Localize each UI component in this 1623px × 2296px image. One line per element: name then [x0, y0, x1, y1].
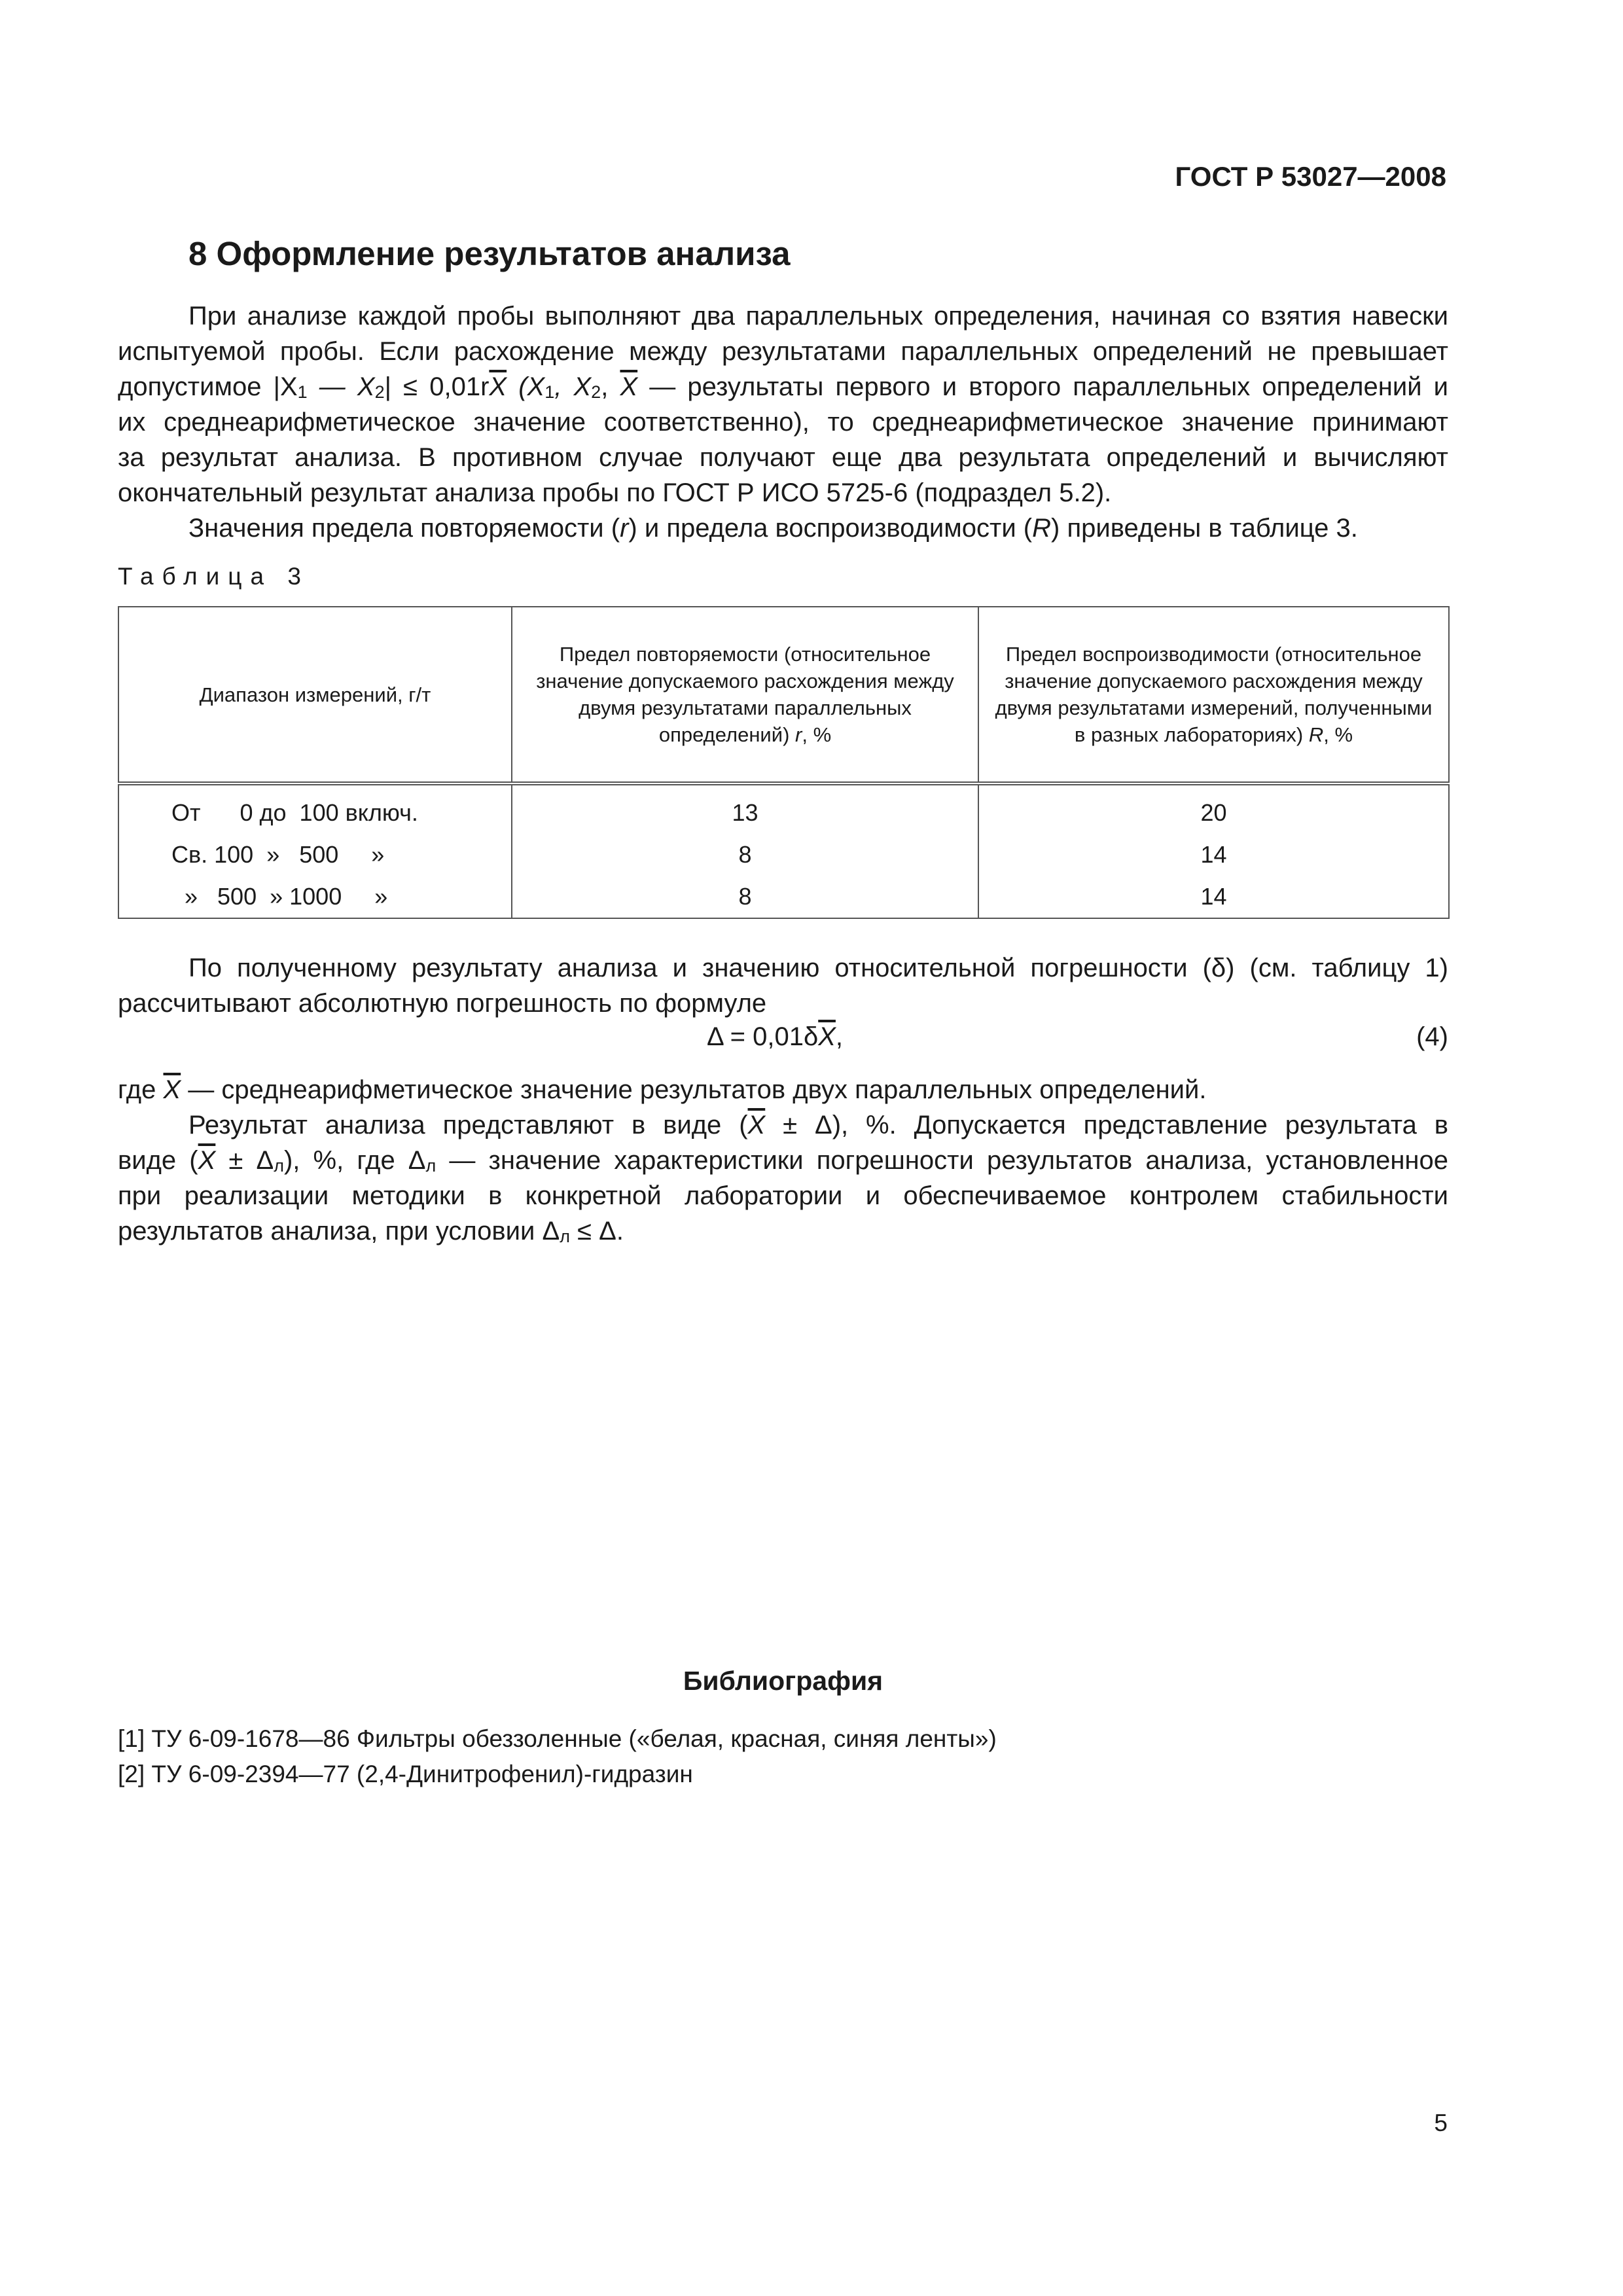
page-number: 5	[1434, 2109, 1448, 2136]
p1-line-3: допустимое $|X_1$ — $X_2| \le 0,01r\overline{X}$ ($X_1$, $X_2$, $\overline{X}$ — результаты первого и второго параллельных определений и	[118, 372, 1449, 402]
cell-R: 14	[978, 876, 1449, 918]
p1-line-1: При анализе каждой пробы выполняют два параллельных определения, начиная со взятия навески	[188, 302, 1448, 331]
cell-r: 8	[512, 876, 978, 918]
p5-line-4: результатов анализа, при условии $\Delta_л \le \Delta$.	[118, 1217, 624, 1246]
bibliography-item: [2] ТУ 6-09-2394—77 (2,4-Динитрофенил)-гидразин	[118, 1761, 693, 1787]
table-row	[118, 834, 1449, 876]
cell-R: 20	[978, 783, 1449, 834]
table-row	[118, 783, 1449, 834]
cell-range: Св. 100 » 500 »	[118, 834, 512, 876]
formula-expression: $\Delta = 0,01\delta\overline{X}$,	[707, 1022, 844, 1051]
p5-line-3: при реализации методики в конкретной лаборатории и обеспечиваемое контролем стабильности	[118, 1181, 1448, 1210]
header-reproducibility: Предел воспроизводимости (относительное значение допускаемого расхождения между двумя результатами измерений, полученными в разных лабораториях) R, %	[978, 607, 1449, 783]
cell-R: 14	[978, 834, 1449, 876]
paragraph-result-presentation	[118, 1107, 1448, 1249]
p1-line-4: их среднеарифметическое значение соответственно), то среднеарифметическое значение принимают	[118, 408, 1448, 437]
formula-number: (4)	[1416, 1022, 1448, 1051]
p5-line-2: виде $(\overline{X} \pm \Delta_л)$, %, где $\Delta_л$ — значение характеристики погрешности результатов анализа, установленное	[118, 1146, 1449, 1175]
p3-line-2: рассчитывают абсолютную погрешность по формуле	[118, 989, 767, 1018]
paragraph-where	[118, 1072, 1448, 1107]
bibliography-title: Библиография	[683, 1666, 883, 1696]
table-caption: Таблица 3	[118, 563, 310, 590]
p1-line-2: испытуемой пробы. Если расхождение между результатами параллельных определений не превышает	[118, 337, 1448, 366]
bibliography-list	[118, 1721, 997, 1792]
p3-line-1: По полученному результату анализа и значению относительной погрешности (δ) (см. таблицу 1)	[188, 954, 1448, 982]
cell-r: 8	[512, 834, 978, 876]
header-range: Диапазон измерений, г/т	[118, 607, 512, 783]
cell-range: » 500 » 1000 »	[118, 876, 512, 918]
paragraph-procedure	[118, 298, 1448, 546]
paragraph-absolute-error	[118, 950, 1448, 1021]
table-header-row	[118, 607, 1449, 783]
precision-table	[118, 606, 1450, 919]
p2-limits-reference: Значения предела повторяемости (r) и предела воспроизводимости (R) приведены в таблице 3.	[188, 514, 1358, 543]
cell-r: 13	[512, 783, 978, 834]
p4-line: где $\overline{X}$ — среднеарифметическое значение результатов двух параллельных определений.	[118, 1075, 1207, 1104]
bibliography-item: [1] ТУ 6-09-1678—86 Фильтры обеззоленные («белая, красная, синяя ленты»)	[118, 1725, 997, 1752]
table-row	[118, 876, 1449, 918]
formula-4	[118, 1022, 1448, 1058]
section-title: 8 Оформление результатов анализа	[188, 235, 791, 272]
p1-line-6: окончательный результат анализа пробы по ГОСТ Р ИСО 5725-6 (подраздел 5.2).	[118, 478, 1112, 507]
p5-line-1: Результат анализа представляют в виде $(\overline{X} \pm \Delta)$, %. Допускается представление результата в	[188, 1111, 1448, 1139]
p1-line-5: за результат анализа. В противном случае получают еще два результата определений и вычисляют	[118, 443, 1448, 472]
cell-range: От 0 до 100 включ.	[118, 783, 512, 834]
document-number: ГОСТ Р 53027—2008	[1175, 161, 1446, 192]
header-repeatability: Предел повторяемости (относительное значение допускаемого расхождения между двумя результатами параллельных определений) r, %	[512, 607, 978, 783]
